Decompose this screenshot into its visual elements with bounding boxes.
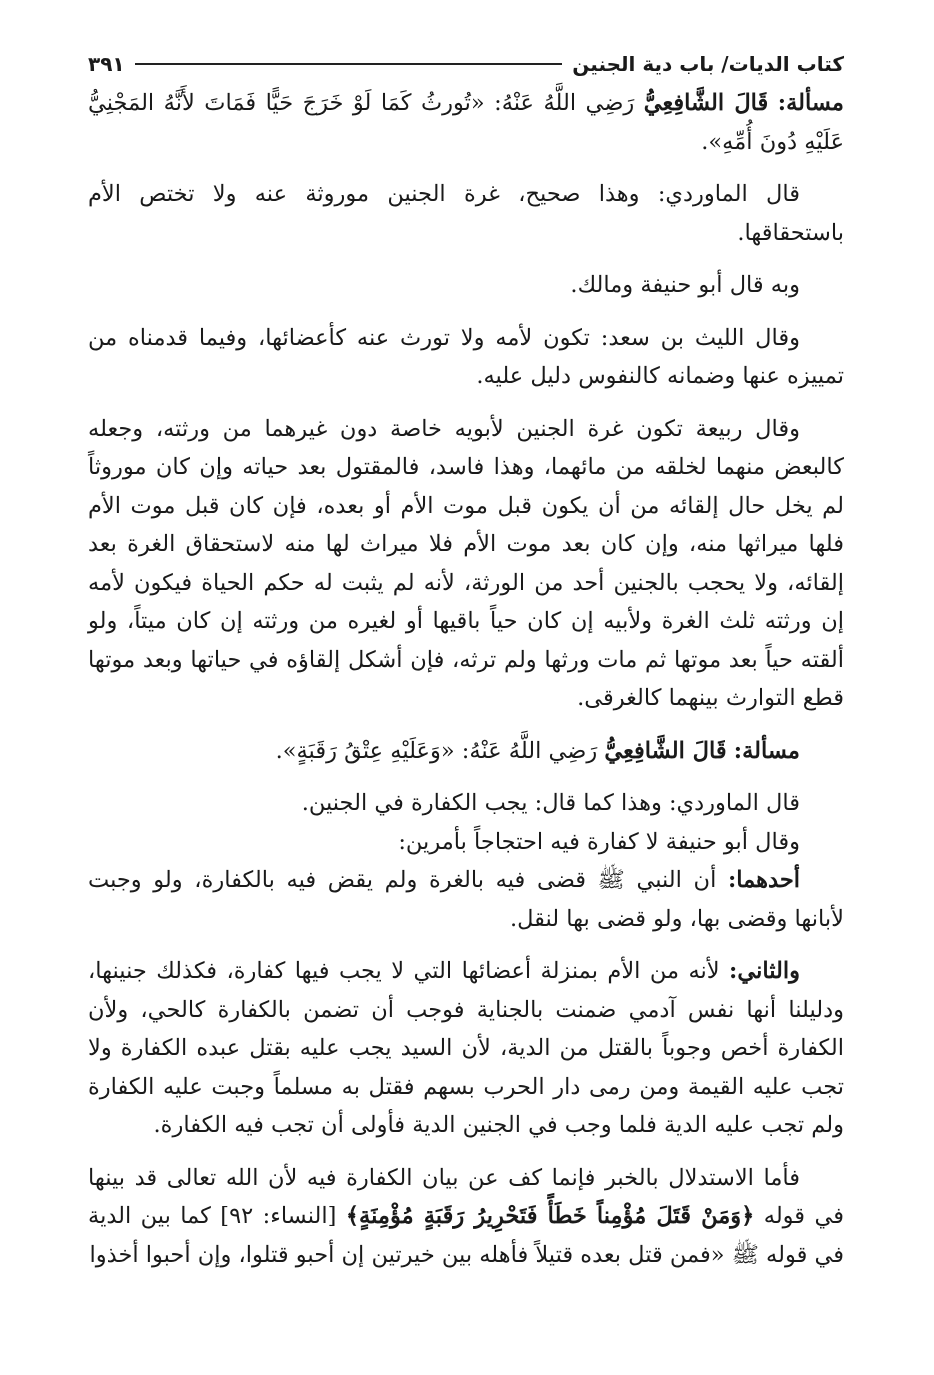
paragraph-evidence [88, 1159, 844, 1275]
mawardi-paragraph-2: قال الماوردي: وهذا كما قال: يجب الكفارة في الجنين. [301, 790, 800, 816]
second-argument-text: لأنه من الأم بمنزلة أعضائها التي لا يجب فيها كفارة، فكذلك جنينها، ودليلنا أنها نفس آدمي ضمنت بالجناية فوجب أن تضمن بالكفارة كالحي، ولأن الكفارة أخص وجوباً بالقتل من الدية، لأن السيد يجب عليه بقتل عبده الكفارة ولا تجب عليه القيمة ومن رمى دار الحرب بسهم فقتل به مسلماً وجبت عليه الكفارة ولم تجب عليه الدية فلما وجب في الجنين الدية فأولى أن تجب فيه الكفارة. [88, 958, 844, 1138]
paragraph-layth: وقال الليث بن سعد: تكون لأمه ولا تورث عنه كأعضائها، وفيما قدمناه من تمييزه عنها وضمانه كالنفوس دليل عليه. [88, 324, 844, 389]
evidence-text-start: فأما الاستدلال بالخبر فإنما كف عن بيان الكفارة فيه لأن الله تعالى قد بينها في قوله [88, 1164, 844, 1229]
first-argument-text: أن النبي ﷺ قضى فيه بالغرة ولم يقض فيه بالكفارة، ولو وجبت لأبانها وقضى بها، ولو قضى بها لنقل. [88, 867, 844, 932]
paragraph-second-argument [88, 952, 844, 1145]
chapter-title: كتاب الديات/ باب دية الجنين [572, 52, 844, 76]
running-header [88, 44, 844, 84]
issue-label: مسألة: [733, 737, 800, 764]
shafii-quote-speaker: قَالَ الشَّافِعِيُّ [643, 90, 769, 116]
header-rule [135, 63, 563, 65]
page-number: ٣٩١ [88, 52, 125, 76]
shafii-quote-speaker: قَالَ الشَّافِعِيُّ [604, 737, 727, 764]
shafii-quote: رَضِي اللَّهُ عَنْهُ: «وَعَلَيْهِ عِتْقُ رَقَبَةٍ». [275, 737, 605, 764]
issue-paragraph-1 [88, 84, 844, 161]
page [88, 44, 844, 1274]
issue-label: مسألة: [777, 90, 844, 116]
paragraph-abu-hanifa: وبه قال أبو حنيفة ومالك. [570, 272, 800, 298]
quran-verse: ﴿وَمَنْ قَتَلَ مُؤْمِناً خَطَأً فَتَحْرِيرُ رَقَبَةٍ مُؤْمِنَةٍ﴾ [345, 1203, 755, 1229]
issue-paragraph-2 [88, 732, 844, 771]
shafii-quote: رَضِي اللَّهُ عَنْهُ: «تُورثُ كَمَا لَوْ خَرَجَ حَيًّا فَمَاتَ لأَنَّهُ المَجْنِيُّ عَلَيْهِ دُونَ أُمِّهِ». [88, 90, 844, 155]
paragraph-first-argument [88, 861, 844, 938]
paragraph-rabia: وقال ربيعة تكون غرة الجنين لأبويه خاصة دون غيرهما من ورثته، وجعله كالبعض منهما لخلقه من مائهما، وهذا فاسد، فالمقتول بعد حياته وإن كان موروثاً لم يخل حال إلقائه من أن يكون قبل موت الأم أو بعده، فإن كان قبل موت الأم فلها ميراثها منه، وإن كان بعد موت الأم فلا ميراث لها منه لاستحقاق الغرة بعد إلقائه، ولا يحجب بالجنين أحد من الورثة، لأنه لم يثبت له حكم الحياة فيكون لأمه إن ورثته ثلث الغرة ولأبيه إن كان حياً باقيها أو لغيره من ورثته إن كان ميتاً، ولو ألقته حياً بعد موتها ثم مات ورثها ولم ترثه، فإن أشكل إلقاؤه في حياتها وبعد موتها قطع التوارث بينهما كالغرقى. [88, 415, 844, 711]
mawardi-paragraph-1: قال الماوردي: وهذا صحيح، غرة الجنين موروثة عنه ولا تختص الأم باستحقاقها. [88, 181, 844, 246]
evidence-text-end: [النساء: ٩٢] كما بين الدية في قوله ﷺ «فمن قتل بعده قتيلاً فأهله بين خيرتين إن أحبو قتلوا، وإن أحبوا أخذوا [88, 1203, 844, 1268]
paragraph-abu-hanifa-2: وقال أبو حنيفة لا كفارة فيه احتجاجاً بأمرين: [398, 828, 800, 855]
first-argument-label: أحدهما: [727, 867, 800, 893]
second-argument-label: والثاني: [729, 958, 800, 984]
